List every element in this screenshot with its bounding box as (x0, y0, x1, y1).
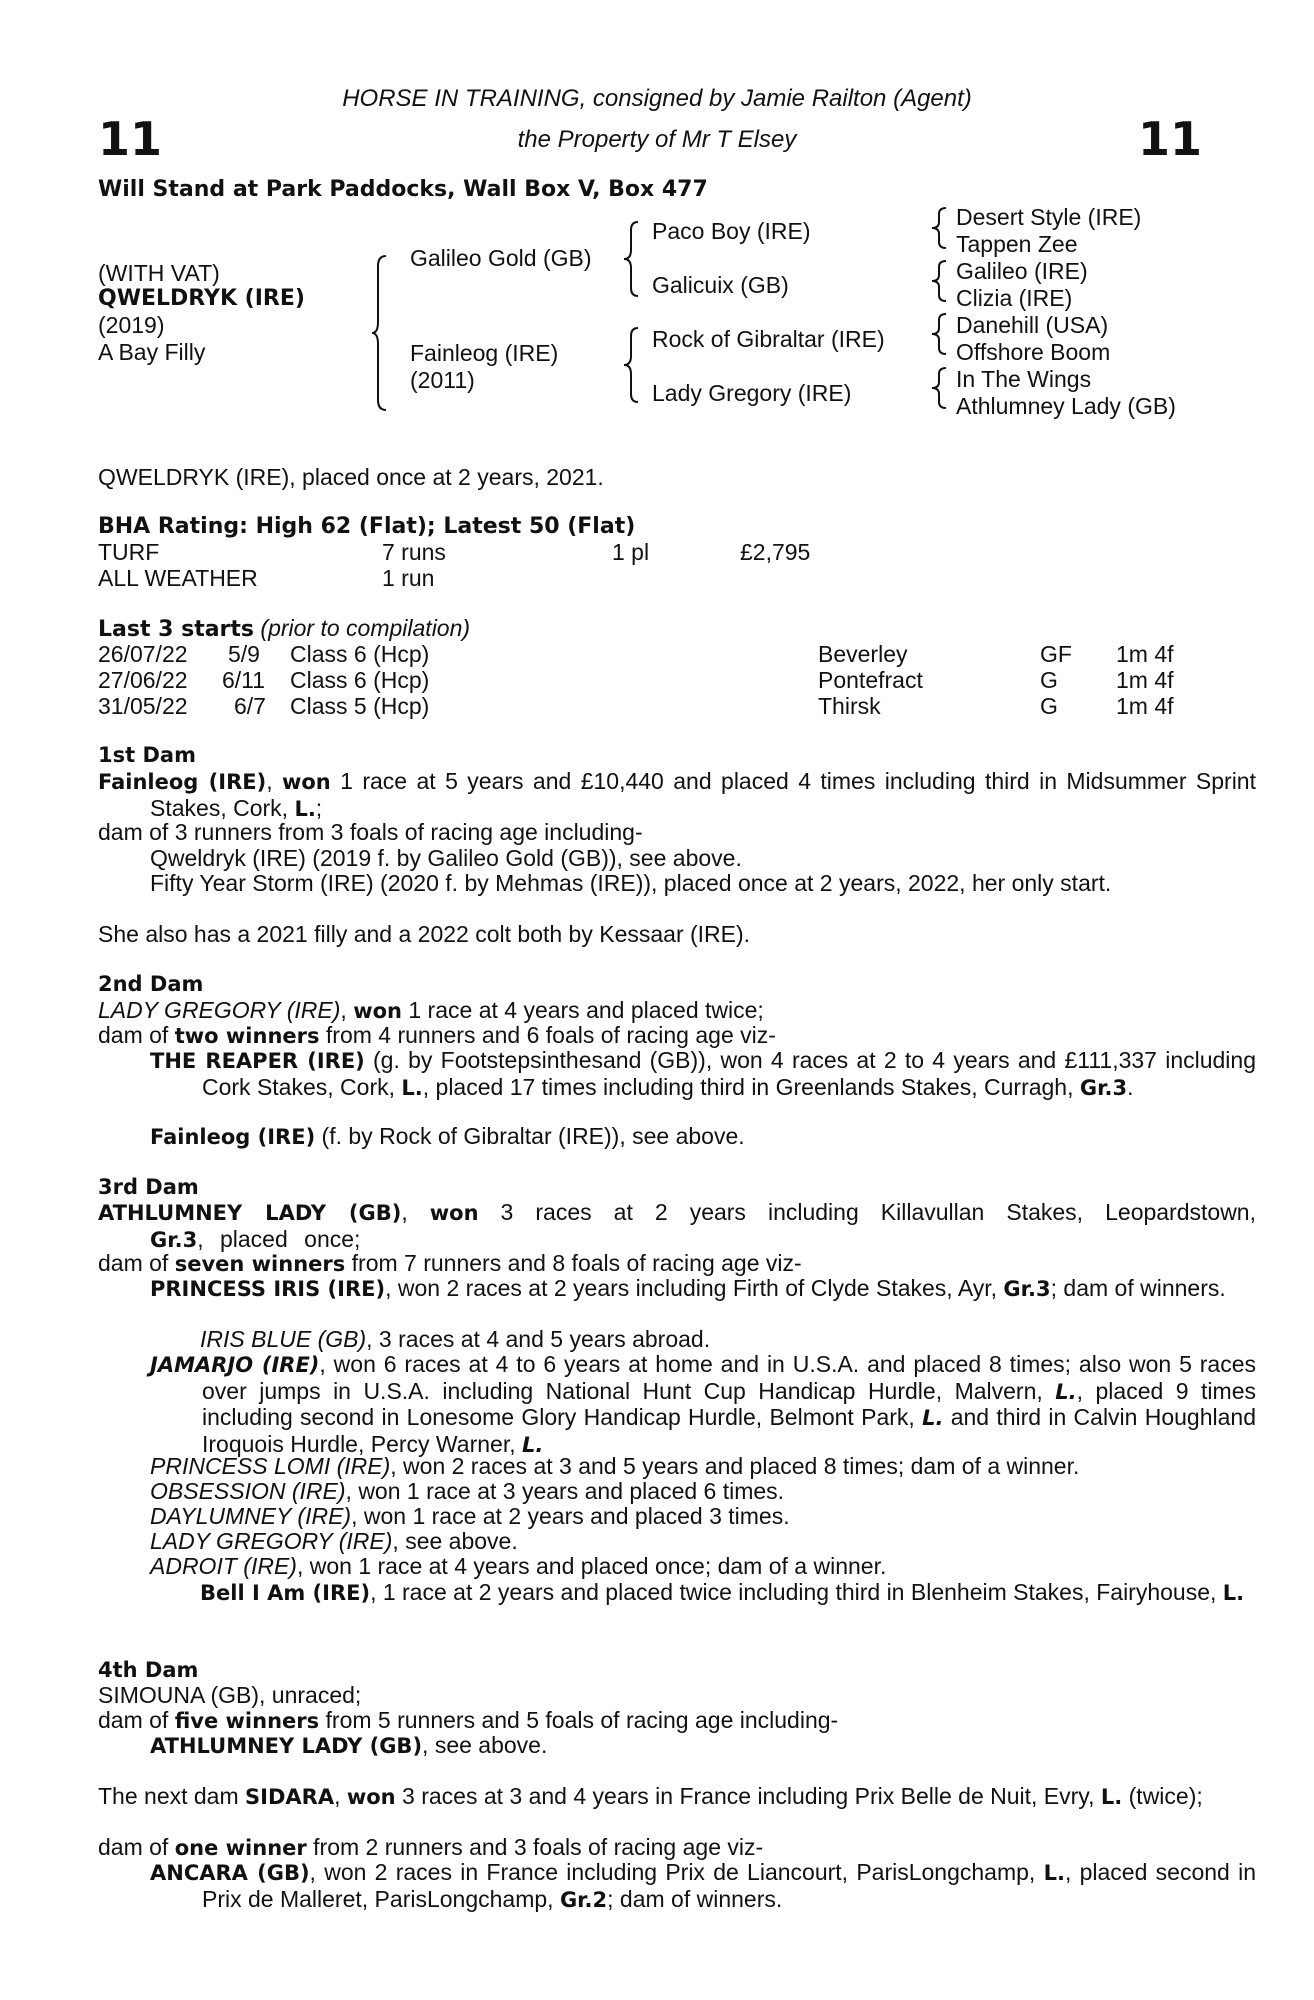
rating-turf-placed: 1 pl (612, 539, 650, 565)
dam4-winners: five winners (174, 1709, 320, 1733)
rating-aw-surface: ALL WEATHER (98, 565, 258, 591)
dam2-p2-a: (f. by Rock of Gibraltar (IRE)), see above. (315, 1123, 745, 1149)
dam2-p1-a: (g. by Footstepsinthesand (GB)), won 4 races at 2 to 4 years and £111,337 including Cork Stakes, Cork, (202, 1047, 1256, 1100)
dam4-progeny-1 (150, 1733, 1204, 1760)
start-1-dist: 1m 4f (1116, 641, 1174, 667)
dam2-p1-name: THE REAPER (IRE) (150, 1049, 365, 1073)
dam3-jm-b: , placed 9 times including second in Lonesome Glory Handicap Hurdle, Belmont Park, (202, 1377, 1256, 1430)
dam1-listed: L. (294, 796, 316, 821)
start-2-dist: 1m 4f (1116, 667, 1174, 693)
bha-rating: BHA Rating: High 62 (Flat); Latest 50 (Flat) (98, 514, 636, 539)
pedigree-dds: In The Wings (956, 366, 1092, 392)
pedigree-brace-dd (932, 366, 948, 412)
dam4-dam-of-a: dam of (98, 1707, 175, 1733)
start-1-pos: 5/9 (228, 641, 260, 667)
dam1-end: ; (315, 794, 323, 821)
next-dam-of (98, 1835, 1204, 1862)
dam3-jm-listed-3: L. (522, 1432, 544, 1457)
horse-year: (2019) (98, 312, 165, 338)
pedigree-brace-sire (624, 220, 640, 300)
dam3-obsession (150, 1479, 1256, 1505)
start-1-class: Class 6 (Hcp) (290, 641, 430, 667)
next-text2: (twice); (1122, 1783, 1203, 1809)
dam2-record: LADY GREGORY (IRE), won 1 race at 4 years and placed twice; (98, 997, 764, 1023)
dam3-jm-listed-1: L. (1055, 1379, 1077, 1404)
pedigree-sss: Desert Style (IRE) (956, 204, 1142, 230)
start-1-course: Beverley (818, 641, 908, 667)
start-2-pos: 6/11 (222, 667, 266, 693)
pedigree-brace-dam (624, 326, 640, 406)
horse-description: A Bay Filly (98, 339, 206, 365)
dam3-dy-name: DAYLUMNEY (IRE) (150, 1503, 352, 1529)
pedigree-ssd: Tappen Zee (956, 231, 1078, 257)
dam3-bell-i-am (200, 1580, 1256, 1607)
pedigree-sd: Galicuix (GB) (652, 272, 789, 298)
pedigree-brace-sd (932, 259, 948, 305)
dam4-p1-name: ATHLUMNEY LADY (GB) (150, 1734, 423, 1758)
dam3-ob-name: OBSESSION (IRE) (150, 1478, 346, 1504)
dam3-dam-of (98, 1251, 1204, 1278)
dam3-jm-name: JAMARJO (IRE) (150, 1353, 320, 1377)
dam2-heading: 2nd Dam (98, 972, 204, 996)
next-text: 3 races at 3 and 4 years in France including Prix Belle de Nuit, Evry, (395, 1783, 1101, 1809)
dam3-jm-c: and third in Calvin Houghland Iroquois Hurdle, Percy Warner, (202, 1404, 1256, 1457)
dam3-bi-listed: L. (1222, 1581, 1245, 1605)
dam3-winners: seven winners (174, 1252, 346, 1276)
dam3-heading: 3rd Dam (98, 1175, 199, 1199)
dam3-iris-blue (200, 1327, 1256, 1353)
dam3-princess-lomi (150, 1454, 1256, 1480)
dam3-ib-name: IRIS BLUE (GB) (200, 1326, 367, 1352)
dam3-daylumney (150, 1504, 1256, 1530)
pedigree-brace-main (372, 254, 388, 412)
dam2-p2-name: Fainleog (IRE) (150, 1125, 316, 1149)
next-sep: , (334, 1783, 347, 1809)
next-dam-of-b: from 2 runners and 3 foals of racing age viz- (306, 1834, 764, 1860)
rating-aw-runs: 1 run (382, 565, 435, 591)
dam3-text2: , placed once; (197, 1225, 361, 1252)
dam2-dam-of (98, 1023, 1204, 1050)
next-progeny-1 (150, 1860, 1256, 1913)
pedigree-dd: Lady Gregory (IRE) (652, 380, 852, 406)
start-2-going: G (1040, 667, 1058, 693)
lot-number-right: 11 (1137, 112, 1202, 166)
rating-turf-surface: TURF (98, 539, 160, 565)
next-p1-c: ; dam of winners. (607, 1885, 783, 1912)
dam2-text: 1 race at 4 years and placed twice; (401, 997, 764, 1023)
lot-number-left: 11 (98, 112, 163, 166)
dam2-dam-of-b: from 4 runners and 6 foals of racing age viz- (319, 1022, 776, 1048)
dam4-dam-of (98, 1708, 1204, 1735)
dam4-p1-a: , see above. (422, 1732, 548, 1758)
dam3-dy-a: , won 1 race at 2 years and placed 3 times. (351, 1503, 790, 1529)
dam3-ib-a: , 3 races at 4 and 5 years abroad. (366, 1326, 711, 1352)
pedigree-sire: Galileo Gold (GB) (410, 245, 592, 271)
dam3-princess-iris (150, 1276, 1256, 1303)
dam3-text: 3 races at 2 years including Killavullan Stakes, Leopardstown, (478, 1199, 1256, 1225)
dam3-name: ATHLUMNEY LADY (GB) (98, 1201, 402, 1225)
dam3-pi-a: , won 2 races at 2 years including Firth of Clyde Stakes, Ayr, (385, 1275, 1004, 1301)
pedigree-ds: Rock of Gibraltar (IRE) (652, 326, 885, 352)
dam3-adroit (150, 1554, 1256, 1580)
dam3-lg-name: LADY GREGORY (IRE) (150, 1528, 393, 1554)
dam2-p1-b: , placed 17 times including third in Greenlands Stakes, Curragh, (422, 1073, 1080, 1100)
dam3-jm-a: , won 6 races at 4 to 6 years at home and in U.S.A. and placed 8 times; also won 5 races over jumps in U.S.A. including National Hunt Cup Handicap Hurdle, Malvern, (202, 1351, 1256, 1404)
dam1-heading: 1st Dam (98, 743, 196, 767)
dam3-lg-a: , see above. (392, 1528, 518, 1554)
rating-turf-prize: £2,795 (740, 539, 811, 565)
dam3-ad-name: ADROIT (IRE) (150, 1553, 297, 1579)
dam3-pi-b: ; dam of winners. (1050, 1275, 1226, 1301)
start-3-dist: 1m 4f (1116, 693, 1174, 719)
dam3-bi-a: , 1 race at 2 years and placed twice including third in Blenheim Stakes, Fairyhouse, (370, 1579, 1223, 1605)
dam2-dam-of-a: dam of (98, 1022, 175, 1048)
next-p1-listed: L. (1043, 1861, 1065, 1885)
dam3-jm-listed-2: L. (922, 1406, 944, 1430)
dam3-pi-group: Gr.3 (1003, 1277, 1051, 1301)
dam2-winners: two winners (174, 1024, 320, 1048)
horse-name: QWELDRYK (IRE) (98, 286, 305, 311)
pedigree-brace-ds (932, 312, 948, 358)
pedigree-sdd: Clizia (IRE) (956, 285, 1073, 311)
pedigree-dam: Fainleog (IRE) (410, 340, 559, 366)
start-2-course: Pontefract (818, 667, 923, 693)
dam3-pl-a: , won 2 races at 3 and 5 years and placed 8 times; dam of a winner. (390, 1453, 1080, 1479)
dam3-dam-of-a: dam of (98, 1250, 175, 1276)
pedigree-sds: Galileo (IRE) (956, 258, 1088, 284)
start-3-pos: 6/7 (234, 693, 266, 719)
start-3-going: G (1040, 693, 1058, 719)
dam1-progeny-1: Qweldryk (IRE) (2019 f. by Galileo Gold (GB)), see above. (150, 845, 742, 871)
start-1-date: 26/07/22 (98, 641, 188, 667)
start-3-class: Class 5 (Hcp) (290, 693, 430, 719)
dam3-ad-a: , won 1 race at 4 years and placed once; dam of a winner. (296, 1553, 887, 1579)
start-2-date: 27/06/22 (98, 667, 188, 693)
pedigree-dss: Danehill (USA) (956, 312, 1109, 338)
next-name: SIDARA (245, 1785, 335, 1809)
dam1-name: Fainleog (IRE) (98, 770, 267, 794)
dam3-record: ATHLUMNEY LADY (GB), won 3 races at 2 years including Killavullan Stakes, Leopardstown, Gr.3, placed once; (98, 1199, 1256, 1252)
start-1-going: GF (1040, 641, 1072, 667)
next-p1-group: Gr.2 (559, 1887, 608, 1912)
dam3-pl-name: PRINCESS LOMI (IRE) (150, 1453, 391, 1479)
dam3-won: won (429, 1201, 479, 1225)
pedigree-dsd: Offshore Boom (956, 339, 1111, 365)
next-p1-name: ANCARA (GB) (150, 1861, 310, 1885)
dam4-heading: 4th Dam (98, 1658, 199, 1682)
pedigree-ddd: Athlumney Lady (GB) (956, 393, 1176, 419)
last-starts-note: (prior to compilation) (260, 615, 471, 641)
next-p1-a: , won 2 races in France including Prix de Liancourt, ParisLongchamp, (309, 1859, 1044, 1885)
dam2-progeny-2 (150, 1124, 1204, 1151)
next-winners: one winner (174, 1836, 307, 1860)
pedigree-ss: Paco Boy (IRE) (652, 218, 811, 244)
dam1-text: 1 race at 5 years and £10,440 and placed 4 times including third in Midsummer Sprint Stakes, Cork, (150, 768, 1256, 821)
dam3-ob-a: , won 1 race at 3 years and placed 6 times. (345, 1478, 785, 1504)
header-line2: the Property of Mr T Elsey (517, 126, 797, 153)
last-starts-heading (98, 616, 1204, 643)
dam2-p1-listed: L. (401, 1075, 423, 1100)
next-won: won (346, 1785, 396, 1809)
race-summary: QWELDRYK (IRE), placed once at 2 years, 2021. (98, 464, 604, 490)
dam1-progeny-2: Fifty Year Storm (IRE) (2020 f. by Mehmas (IRE)), placed once at 2 years, 2022, her only start. (150, 870, 1112, 896)
pedigree-dam-year: (2011) (410, 367, 475, 393)
dam2-name: LADY GREGORY (IRE) (98, 997, 341, 1023)
start-3-course: Thirsk (818, 693, 881, 719)
dam3-lady-gregory (150, 1529, 1256, 1555)
dam3-pi-name: PRINCESS IRIS (IRE) (150, 1277, 386, 1301)
last-starts-title: Last 3 starts (98, 617, 255, 642)
dam2-p1-c: . (1127, 1073, 1134, 1100)
dam1-dam-of: dam of 3 runners from 3 foals of racing age including- (98, 819, 643, 845)
pedigree-brace-ss (932, 206, 948, 252)
dam1-won: won (281, 770, 331, 794)
dam1-also: She also has a 2021 filly and a 2022 colt both by Kessaar (IRE). (98, 921, 751, 947)
next-dam-record (98, 1784, 1256, 1811)
dam3-bi-name: Bell I Am (IRE) (200, 1581, 371, 1605)
dam4-line1: SIMOUNA (GB), unraced; (98, 1682, 362, 1708)
dam3-jamarjo (150, 1352, 1256, 1458)
dam2-won: won (353, 999, 402, 1023)
start-3-date: 31/05/22 (98, 693, 188, 719)
next-p1-b: , placed second in Prix de Malleret, ParisLongchamp, (202, 1859, 1256, 1912)
rating-turf-runs: 7 runs (382, 539, 446, 565)
header-line1: HORSE IN TRAINING, consigned by Jamie Railton (Agent) (342, 85, 972, 112)
next-dam-of-a: dam of (98, 1834, 175, 1860)
next-listed: L. (1100, 1785, 1123, 1809)
dam3-group: Gr.3 (150, 1227, 198, 1252)
dam2-progeny-1 (150, 1048, 1256, 1101)
dam4-dam-of-b: from 5 runners and 5 foals of racing age including- (319, 1707, 839, 1733)
vat-note: (WITH VAT) (98, 260, 220, 286)
dam1-record: Fainleog (IRE), won 1 race at 5 years and £10,440 and placed 4 times including third in Midsummer Sprint Stakes, Cork, L.; (98, 768, 1256, 821)
next-intro: The next dam (98, 1783, 246, 1809)
dam2-p1-group: Gr.3 (1079, 1075, 1128, 1100)
dam3-dam-of-b: from 7 runners and 8 foals of racing age viz- (345, 1250, 802, 1276)
start-2-class: Class 6 (Hcp) (290, 667, 430, 693)
stand-location: Will Stand at Park Paddocks, Wall Box V, Box 477 (98, 177, 708, 202)
